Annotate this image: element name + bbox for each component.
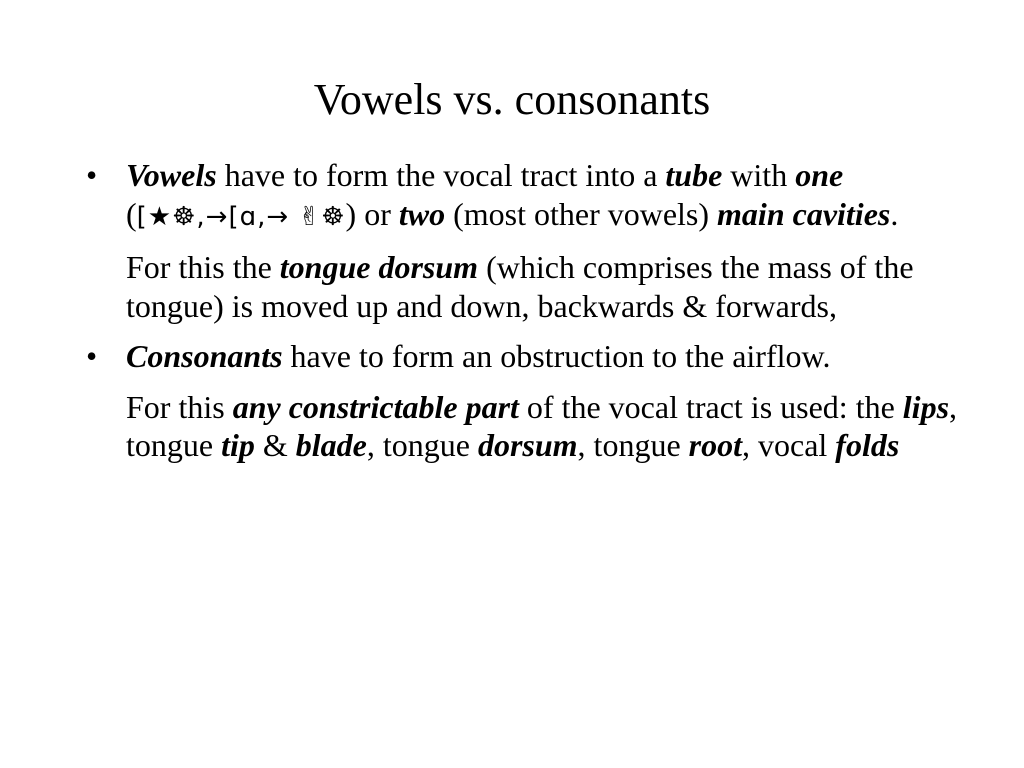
term-vowels: Vowels: [126, 157, 217, 193]
spacer: [86, 325, 966, 337]
text-run: , tongue: [577, 427, 689, 463]
slide-content: [86, 156, 966, 465]
bullet-mark: •: [86, 338, 98, 374]
text-run: , tongue: [126, 388, 958, 463]
text-run: (which comprises the mass of the tongue) is moved up and down, backwards & forwards,: [126, 249, 914, 324]
text-run: (: [126, 195, 137, 232]
bullet-consonants: [86, 337, 966, 376]
text-run: &: [254, 427, 296, 463]
text-run: ) or: [345, 195, 399, 232]
slide-title: Vowels vs. consonants: [313, 75, 711, 124]
phonetic-symbols: [★☸,→[ɑ,→ ✌☸: [136, 201, 346, 232]
text-run: For this: [126, 388, 233, 425]
term-consonants: Consonants: [126, 338, 283, 374]
term-two: two: [398, 195, 446, 232]
text-run: (most other vowels): [445, 195, 718, 232]
term-tube: tube: [665, 157, 723, 193]
vowels-detail-text: [126, 248, 966, 325]
vowels-detail: [86, 248, 966, 325]
text-run: of the vocal tract is used: the: [518, 388, 903, 425]
consonants-text: [126, 337, 966, 376]
term-main-cavities: main cavities: [717, 195, 891, 232]
text-run: , vocal: [741, 427, 836, 463]
term-tongue-dorsum: tongue dorsum: [279, 249, 479, 285]
consonants-detail: [86, 388, 966, 465]
term-lips: lips: [902, 388, 950, 425]
text-run: have to form an obstruction to the airflow.: [282, 338, 831, 374]
consonants-detail-text: [126, 388, 966, 465]
text-run: have to form the vocal tract into a: [216, 157, 666, 193]
bullet-vowels: [86, 156, 966, 236]
bullet-mark: •: [86, 157, 98, 193]
text-run: with: [722, 157, 796, 193]
term-tip: tip: [221, 427, 255, 463]
term-folds: folds: [835, 427, 900, 463]
term-one: one: [795, 157, 844, 193]
term-any-constrictable-part: any constrictable part: [232, 388, 519, 425]
text-run: For this the: [126, 249, 280, 285]
text-run: .: [890, 195, 899, 232]
term-root: root: [688, 427, 742, 463]
text-run: , tongue: [366, 427, 478, 463]
term-dorsum: dorsum: [477, 427, 578, 463]
term-blade: blade: [295, 427, 367, 463]
vowels-text: [126, 156, 966, 236]
